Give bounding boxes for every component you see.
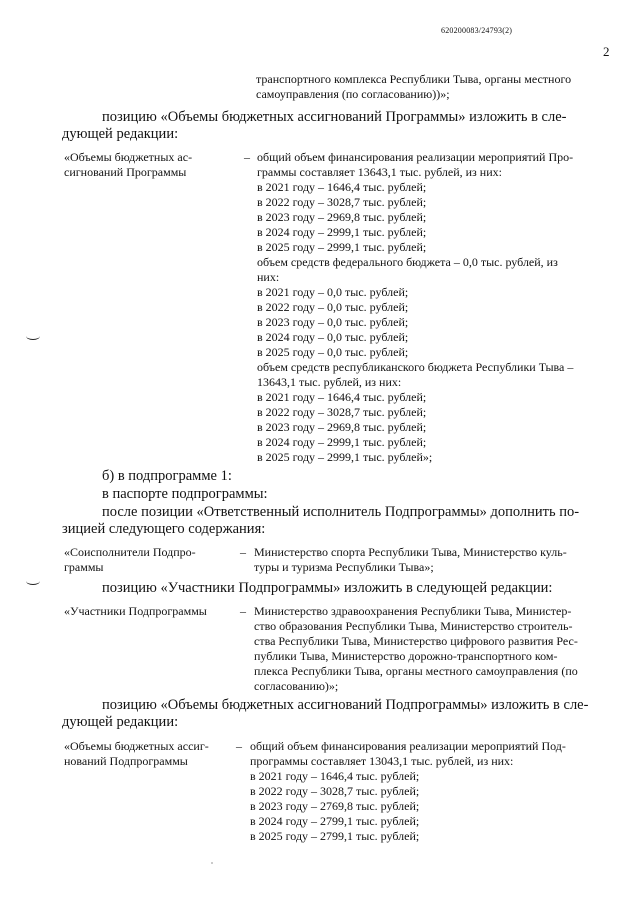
table-label: сигнований Программы	[64, 165, 187, 179]
page-number: 2	[603, 44, 610, 59]
table-value-line: в 2022 году – 3028,7 тыс. рублей;	[257, 405, 427, 419]
table-value-line: ство образования Республики Тыва, Министерство строитель-	[254, 619, 573, 633]
paragraph-line: дующей редакции:	[62, 126, 179, 142]
table-value-line: в 2022 году – 3028,7 тыс. рублей;	[250, 784, 420, 798]
table-value-line: граммы составляет 13643,1 тыс. рублей, из них:	[257, 165, 502, 179]
continuation-line: самоуправления (по согласованию))»;	[256, 87, 450, 101]
table-dash: –	[240, 545, 246, 559]
continuation-line: транспортного комплекса Республики Тыва, органы местного	[256, 72, 572, 86]
paragraph-line: дующей редакции:	[62, 714, 179, 730]
table-value-line: в 2025 году – 2999,1 тыс. рублей;	[257, 240, 427, 254]
table-dash: –	[236, 739, 242, 753]
table-dash: –	[240, 604, 246, 618]
table-value-line: общий объем финансирования реализации мероприятий Про-	[257, 150, 574, 164]
table-value-line: в 2022 году – 3028,7 тыс. рублей;	[257, 195, 427, 209]
table-value-line: 13643,1 тыс. рублей, из них:	[257, 375, 402, 389]
table-value-line: объем средств республиканского бюджета Республики Тыва –	[257, 360, 574, 374]
table-label: «Объемы бюджетных ас-	[64, 150, 193, 164]
paragraph-line: позицию «Участники Подпрограммы» изложить в следующей редакции:	[102, 580, 553, 596]
table-label: «Объемы бюджетных ассиг-	[64, 739, 209, 753]
margin-mark	[26, 332, 40, 340]
table-value-line: них:	[257, 270, 280, 284]
table-value-line: программы составляет 13043,1 тыс. рублей, из них:	[250, 754, 514, 768]
table-value-line: в 2024 году – 0,0 тыс. рублей;	[257, 330, 409, 344]
table-value-line: в 2021 году – 1646,4 тыс. рублей;	[250, 769, 420, 783]
table-label: граммы	[64, 560, 104, 574]
table-value-line: в 2023 году – 2969,8 тыс. рублей;	[257, 210, 427, 224]
table-value-line: в 2023 году – 2969,8 тыс. рублей;	[257, 420, 427, 434]
table-value-line: Министерство здравоохранения Республики Тыва, Министер-	[254, 604, 572, 618]
table-value-line: в 2021 году – 0,0 тыс. рублей;	[257, 285, 409, 299]
table-value-line: в 2024 году – 2999,1 тыс. рублей;	[257, 435, 427, 449]
table-value-line: в 2025 году – 2799,1 тыс. рублей;	[250, 829, 420, 843]
table-value-line: в 2025 году – 2999,1 тыс. рублей»;	[257, 450, 433, 464]
table-label: «Участники Подпрограммы	[64, 604, 207, 618]
table-value-line: объем средств федерального бюджета – 0,0 тыс. рублей, из	[257, 255, 558, 269]
table-value-line: Министерство спорта Республики Тыва, Министерство куль-	[254, 545, 567, 559]
table-value-line: в 2023 году – 2769,8 тыс. рублей;	[250, 799, 420, 813]
paragraph-line: позицию «Объемы бюджетных ассигнований Подпрограммы» изложить в сле-	[102, 697, 589, 713]
scan-speck	[211, 862, 213, 864]
table-dash: –	[244, 150, 250, 164]
paragraph-line: в паспорте подпрограммы:	[102, 486, 268, 502]
doc-id: 620200083/24793(2)	[441, 26, 513, 35]
margin-mark	[26, 577, 40, 585]
table-value-line: в 2022 году – 0,0 тыс. рублей;	[257, 300, 409, 314]
paragraph-line: после позиции «Ответственный исполнитель Подпрограммы» дополнить по-	[102, 504, 580, 520]
table-value-line: в 2025 году – 0,0 тыс. рублей;	[257, 345, 409, 359]
table-value-line: в 2024 году – 2999,1 тыс. рублей;	[257, 225, 427, 239]
paragraph-line: позицию «Объемы бюджетных ассигнований Программы» изложить в сле-	[102, 109, 567, 125]
table-value-line: согласованию)»;	[254, 679, 339, 693]
table-value-line: в 2021 году – 1646,4 тыс. рублей;	[257, 180, 427, 194]
paragraph-line: б) в подпрограмме 1:	[102, 468, 232, 484]
table-value-line: в 2021 году – 1646,4 тыс. рублей;	[257, 390, 427, 404]
table-value-line: в 2024 году – 2799,1 тыс. рублей;	[250, 814, 420, 828]
table-value-line: ства Республики Тыва, Министерство цифрового развития Рес-	[254, 634, 578, 648]
table-value-line: в 2023 году – 0,0 тыс. рублей;	[257, 315, 409, 329]
paragraph-line: зицией следующего содержания:	[62, 521, 266, 537]
table-value-line: общий объем финансирования реализации мероприятий Под-	[250, 739, 566, 753]
table-value-line: туры и туризма Республики Тыва»;	[254, 560, 434, 574]
table-label: «Соисполнители Подпро-	[64, 545, 196, 559]
table-label: нований Подпрограммы	[64, 754, 188, 768]
table-value-line: плекса Республики Тыва, органы местного самоуправления (по	[254, 664, 578, 678]
table-value-line: публики Тыва, Министерство дорожно-транспортного ком-	[254, 649, 558, 663]
